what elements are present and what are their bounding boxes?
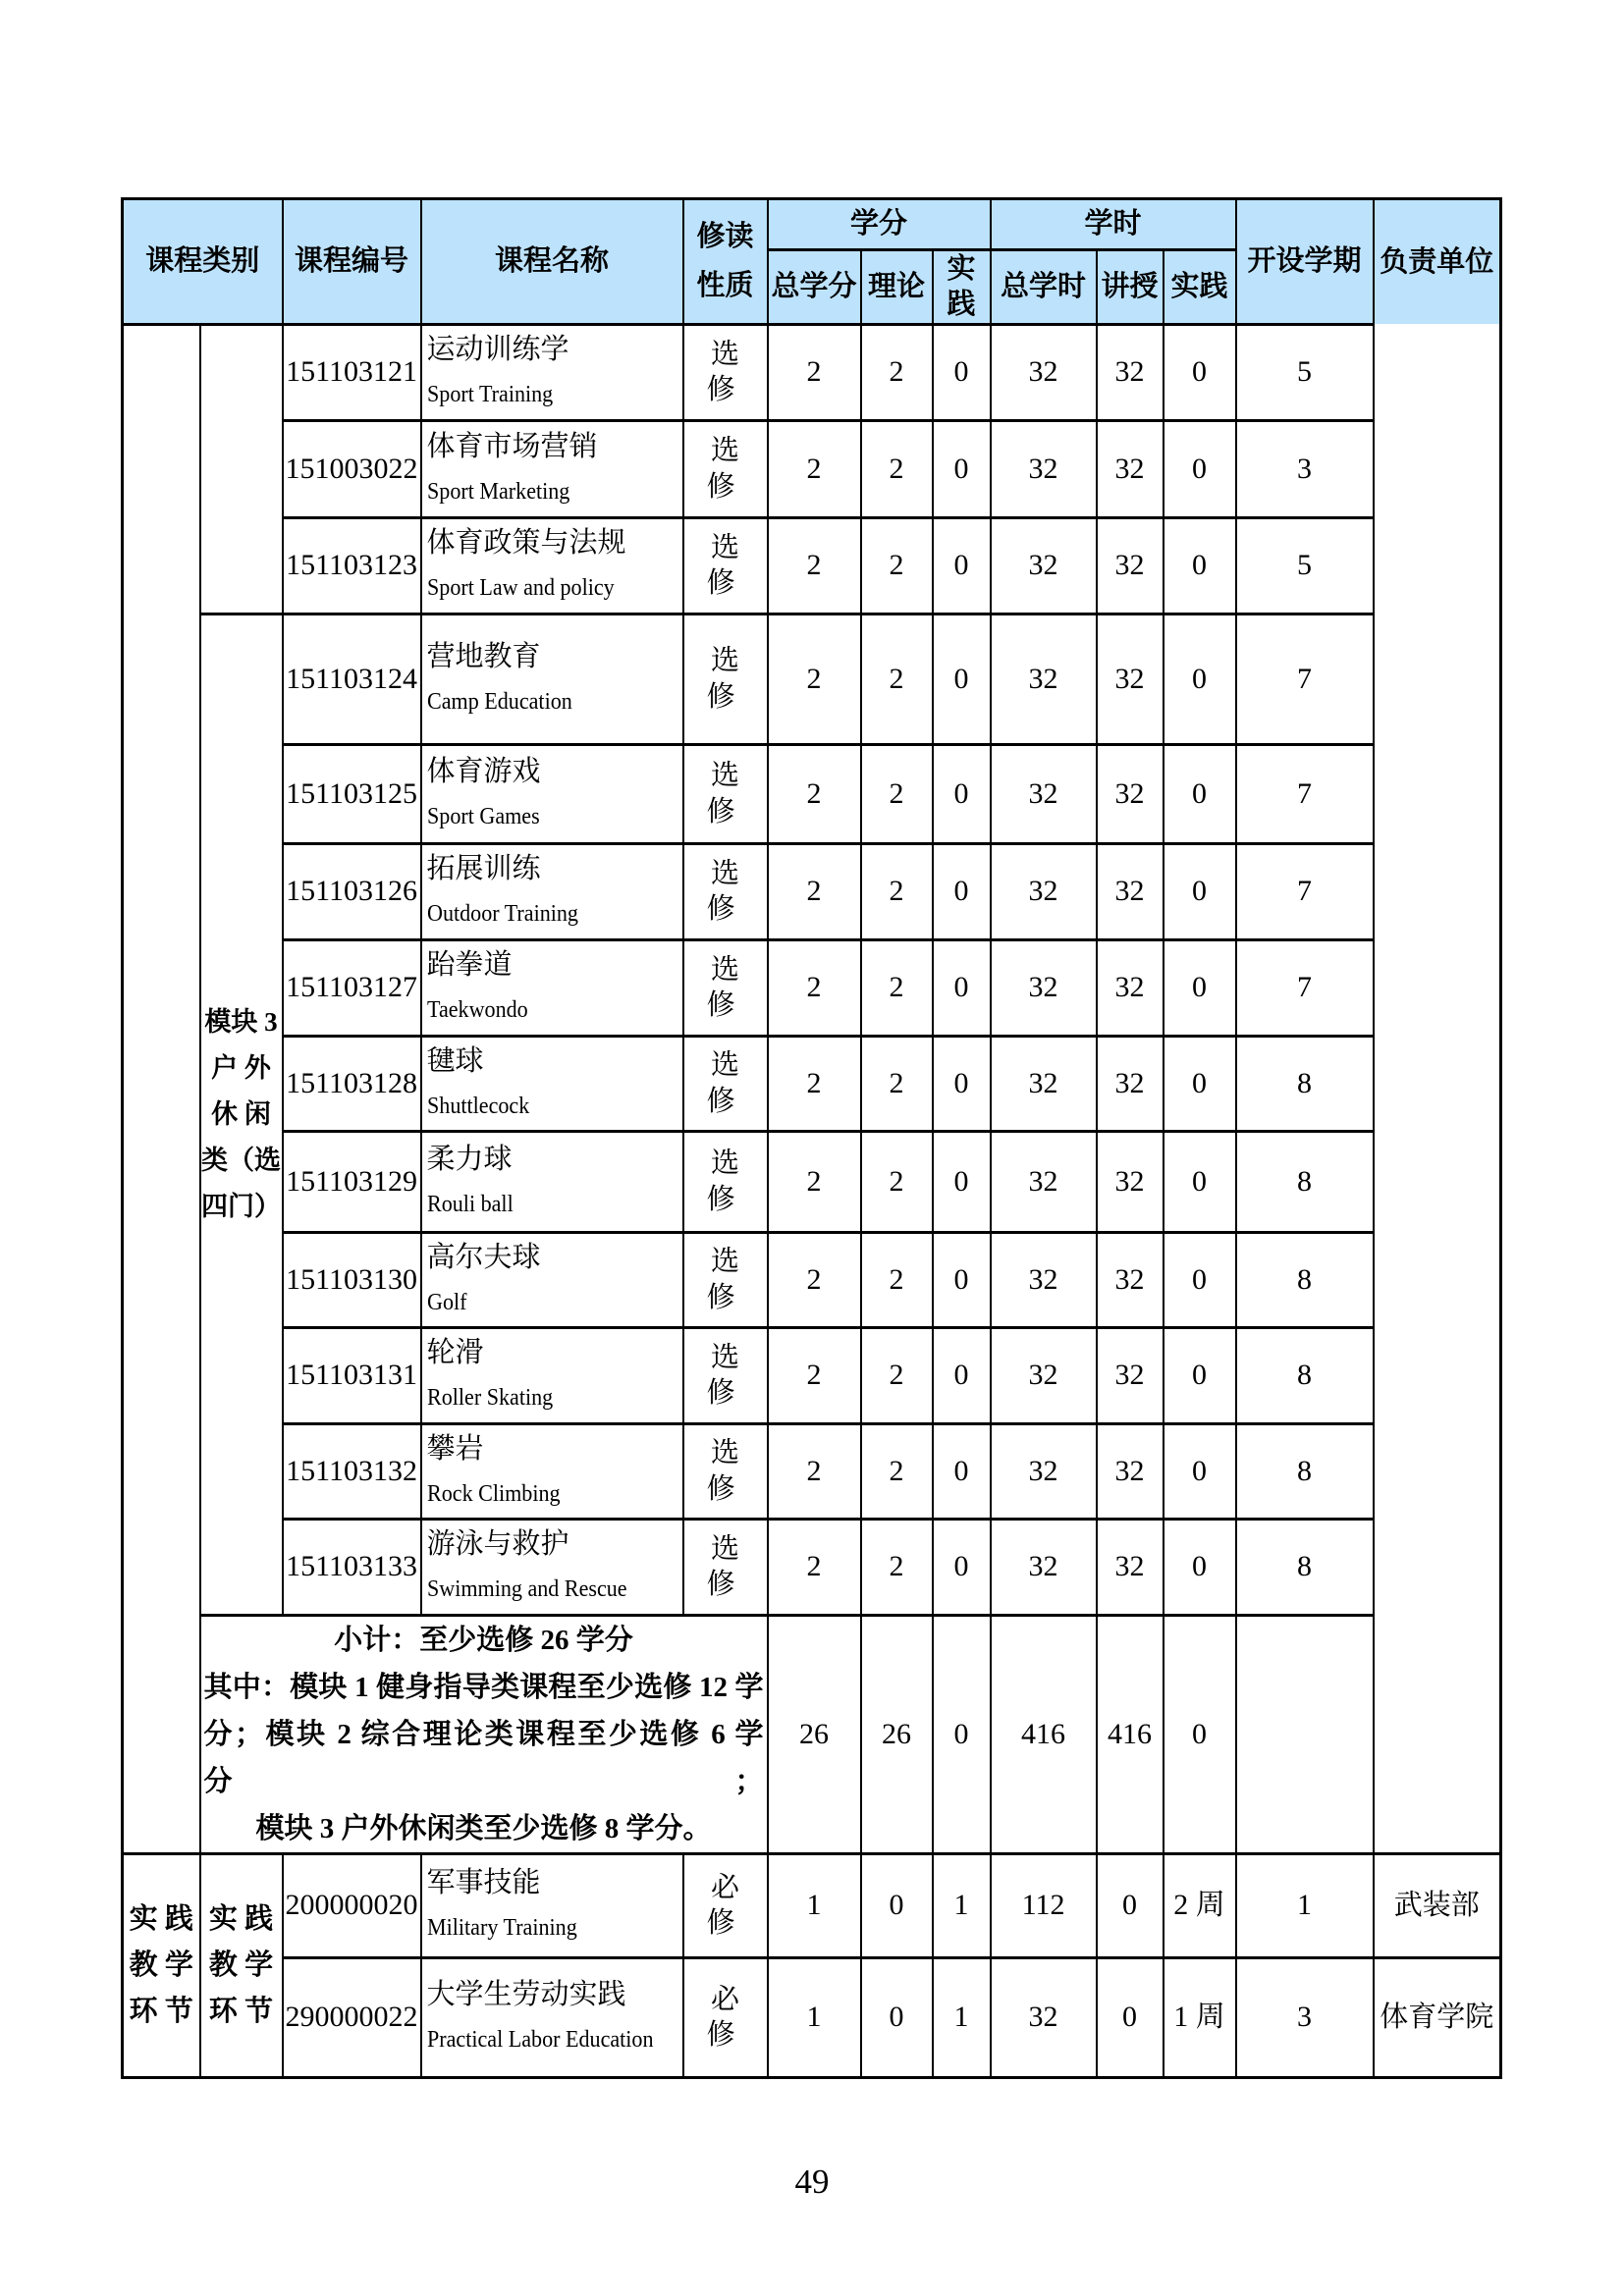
hours-lecture: 32 <box>1097 517 1164 614</box>
credits-practice: 0 <box>933 1036 991 1131</box>
hours-practice: 0 <box>1164 1327 1236 1423</box>
practice-section-outer-label-cell <box>123 1853 200 2077</box>
course-name-en: Swimming and Rescue <box>426 1576 627 1602</box>
course-name-en: Taekwondo <box>426 997 528 1023</box>
course-name-en: Sport Law and policy <box>426 575 615 601</box>
hours-lecture: 32 <box>1097 843 1164 939</box>
course-nature: 必修 <box>683 1957 768 2077</box>
subtotal-hours-total: 416 <box>991 1615 1097 1853</box>
hours-total: 32 <box>991 420 1097 517</box>
course-name <box>421 614 683 744</box>
subtotal-cell <box>200 1615 768 1853</box>
course-name <box>421 1423 683 1519</box>
course-code: 151003022 <box>283 420 421 517</box>
module3-line: 模块 3 <box>204 1006 278 1037</box>
subtotal-credits-total: 26 <box>768 1615 861 1853</box>
subtotal-hours-lecture: 416 <box>1097 1615 1164 1853</box>
hours-practice: 0 <box>1164 1131 1236 1232</box>
header-category-cell: 课程类别 <box>123 199 283 325</box>
hours-lecture: 32 <box>1097 324 1164 420</box>
hours-lecture: 32 <box>1097 1232 1164 1327</box>
semester: 5 <box>1236 324 1374 420</box>
course-name <box>421 324 683 420</box>
header-credits-group-cell: 学分 <box>768 199 991 250</box>
course-code: 200000020 <box>283 1853 421 1957</box>
semester: 7 <box>1236 614 1374 744</box>
header-semester-cell: 开设学期 <box>1236 199 1374 325</box>
header-nature-line2: 性质 <box>696 270 754 302</box>
hours-lecture: 32 <box>1097 1423 1164 1519</box>
subtotal-credits-practice: 0 <box>933 1615 991 1853</box>
hours-total: 32 <box>991 1232 1097 1327</box>
hours-practice: 0 <box>1164 843 1236 939</box>
credits-theory: 2 <box>861 843 933 939</box>
header-name-cell: 课程名称 <box>421 199 683 325</box>
credits-total: 2 <box>768 1423 861 1519</box>
header-hours-group-cell: 学时 <box>991 199 1236 250</box>
semester: 7 <box>1236 939 1374 1036</box>
credits-practice: 0 <box>933 1423 991 1519</box>
semester: 8 <box>1236 1131 1374 1232</box>
header-unit-cell: 负责单位 <box>1374 199 1501 325</box>
semester: 5 <box>1236 517 1374 614</box>
module3-line: 类（选 <box>201 1145 281 1175</box>
hours-lecture: 0 <box>1097 1957 1164 2077</box>
hours-practice: 0 <box>1164 1519 1236 1615</box>
hours-practice: 0 <box>1164 420 1236 517</box>
hours-lecture: 32 <box>1097 1327 1164 1423</box>
course-nature: 选修 <box>683 1131 768 1232</box>
course-code: 151103126 <box>283 843 421 939</box>
course-nature: 选修 <box>683 939 768 1036</box>
credits-theory: 2 <box>861 1327 933 1423</box>
category-inner-empty-cell <box>200 324 283 614</box>
credits-theory: 2 <box>861 1131 933 1232</box>
hours-practice: 0 <box>1164 744 1236 843</box>
header-nature-cell <box>683 199 768 325</box>
subtotal-credits-theory: 26 <box>861 1615 933 1853</box>
credits-theory: 2 <box>861 1036 933 1131</box>
course-name-zh: 体育市场营销 <box>426 430 598 462</box>
credits-total: 2 <box>768 614 861 744</box>
course-nature: 选修 <box>683 1327 768 1423</box>
practice-label-line: 实 践 <box>129 1902 193 1935</box>
course-name <box>421 1957 683 2077</box>
credits-practice: 1 <box>933 1957 991 2077</box>
credits-practice: 1 <box>933 1853 991 1957</box>
subtotal-line: 分；模块 2 综合理论类课程至少选修 6 学分； <box>203 1718 764 1797</box>
hours-lecture: 32 <box>1097 939 1164 1036</box>
credits-theory: 2 <box>861 420 933 517</box>
course-name-en: Sport Games <box>426 803 540 829</box>
page-number: 49 <box>794 2163 830 2201</box>
credits-theory: 2 <box>861 324 933 420</box>
semester: 8 <box>1236 1423 1374 1519</box>
hours-practice: 1 周 <box>1164 1957 1236 2077</box>
curriculum-table <box>121 197 1502 2079</box>
practice-label-line: 教 学 <box>129 1949 193 1981</box>
hours-total: 32 <box>991 1131 1097 1232</box>
course-name-en: Roller Skating <box>426 1385 553 1411</box>
course-name <box>421 843 683 939</box>
course-code: 151103123 <box>283 517 421 614</box>
semester: 8 <box>1236 1519 1374 1615</box>
credits-total: 2 <box>768 1519 861 1615</box>
credits-total: 1 <box>768 1957 861 2077</box>
course-name-zh: 大学生劳动实践 <box>426 1979 626 2010</box>
hours-lecture: 32 <box>1097 1519 1164 1615</box>
course-name-en: Practical Labor Education <box>426 2027 654 2053</box>
course-nature: 选修 <box>683 324 768 420</box>
credits-practice: 0 <box>933 324 991 420</box>
credits-total: 2 <box>768 1036 861 1131</box>
course-code: 151103130 <box>283 1232 421 1327</box>
course-nature: 选修 <box>683 1423 768 1519</box>
semester: 8 <box>1236 1327 1374 1423</box>
course-code: 290000022 <box>283 1957 421 2077</box>
credits-total: 2 <box>768 843 861 939</box>
credits-total: 2 <box>768 1131 861 1232</box>
hours-lecture: 32 <box>1097 614 1164 744</box>
course-name <box>421 744 683 843</box>
course-name <box>421 517 683 614</box>
hours-lecture: 32 <box>1097 744 1164 843</box>
credits-theory: 2 <box>861 939 933 1036</box>
course-code: 151103121 <box>283 324 421 420</box>
course-code: 151103125 <box>283 744 421 843</box>
credits-practice: 0 <box>933 1131 991 1232</box>
hours-lecture: 32 <box>1097 1036 1164 1131</box>
course-name <box>421 1853 683 1957</box>
credits-total: 2 <box>768 744 861 843</box>
course-name <box>421 1036 683 1131</box>
practice-label-line: 教 学 <box>208 1949 274 1981</box>
header-nature-line1: 修读 <box>696 221 754 253</box>
subtotal-line: 其中：模块 1 健身指导类课程至少选修 12 学 <box>203 1671 764 1703</box>
hours-practice: 0 <box>1164 324 1236 420</box>
module3-line: 四门） <box>201 1191 281 1221</box>
course-name-zh: 体育政策与法规 <box>426 527 626 559</box>
credits-theory: 2 <box>861 1423 933 1519</box>
course-name <box>421 1131 683 1232</box>
course-name <box>421 939 683 1036</box>
course-code: 151103124 <box>283 614 421 744</box>
credits-practice: 0 <box>933 1327 991 1423</box>
header-hours-lecture-cell: 讲授 <box>1097 250 1164 325</box>
course-nature: 选修 <box>683 614 768 744</box>
hours-total: 32 <box>991 1957 1097 2077</box>
course-nature: 选修 <box>683 1519 768 1615</box>
credits-theory: 2 <box>861 517 933 614</box>
practice-label-line: 环 节 <box>129 1995 193 2027</box>
course-name-zh: 拓展训练 <box>426 853 541 884</box>
course-nature: 选修 <box>683 744 768 843</box>
course-name-en: Golf <box>426 1289 466 1315</box>
credits-theory: 0 <box>861 1853 933 1957</box>
course-nature: 选修 <box>683 517 768 614</box>
semester: 3 <box>1236 1957 1374 2077</box>
hours-lecture: 0 <box>1097 1853 1164 1957</box>
course-name-zh: 高尔夫球 <box>426 1241 541 1273</box>
course-name <box>421 1519 683 1615</box>
course-code: 151103127 <box>283 939 421 1036</box>
course-name-zh: 军事技能 <box>426 1867 541 1898</box>
course-name-en: Rouli ball <box>426 1191 514 1217</box>
course-name-zh: 轮滑 <box>426 1337 484 1368</box>
module3-label-cell <box>200 614 283 1615</box>
hours-total: 32 <box>991 843 1097 939</box>
course-name-zh: 攀岩 <box>426 1432 484 1465</box>
credits-theory: 2 <box>861 1519 933 1615</box>
course-name-en: Rock Climbing <box>426 1480 561 1507</box>
unit-cell: 武装部 <box>1374 1853 1501 1957</box>
credits-theory: 0 <box>861 1957 933 2077</box>
subtotal-line: 小计：至少选修 26 学分 <box>334 1624 633 1656</box>
credits-total: 1 <box>768 1853 861 1957</box>
header-credits-total-cell: 总学分 <box>768 250 861 325</box>
credits-total: 2 <box>768 420 861 517</box>
credits-theory: 2 <box>861 1232 933 1327</box>
hours-total: 32 <box>991 1036 1097 1131</box>
credits-practice: 0 <box>933 614 991 744</box>
semester: 1 <box>1236 1853 1374 1957</box>
subtotal-semester-empty-cell <box>1236 1615 1374 1853</box>
category-outer-empty-cell <box>123 324 200 1853</box>
course-name-en: Camp Education <box>426 688 572 715</box>
course-code: 151103129 <box>283 1131 421 1232</box>
semester: 8 <box>1236 1036 1374 1131</box>
hours-total: 32 <box>991 324 1097 420</box>
hours-practice: 0 <box>1164 1232 1236 1327</box>
course-name-en: Outdoor Training <box>426 901 578 927</box>
subtotal-line: 模块 3 户外休闲类至少选修 8 学分。 <box>255 1812 712 1844</box>
unit-cell: 体育学院 <box>1374 1957 1501 2077</box>
course-code: 151103133 <box>283 1519 421 1615</box>
course-name-en: Shuttlecock <box>426 1093 529 1119</box>
course-name-en: Sport Training <box>426 382 553 407</box>
course-name-zh: 游泳与救护 <box>426 1528 569 1560</box>
credits-total: 2 <box>768 1327 861 1423</box>
credits-theory: 2 <box>861 614 933 744</box>
credits-practice: 0 <box>933 420 991 517</box>
course-name-zh: 运动训练学 <box>426 334 569 365</box>
semester: 8 <box>1236 1232 1374 1327</box>
hours-total: 32 <box>991 1519 1097 1615</box>
module3-line: 户 外 <box>211 1052 271 1083</box>
course-nature: 必修 <box>683 1853 768 1957</box>
hours-practice: 0 <box>1164 614 1236 744</box>
credits-practice: 0 <box>933 744 991 843</box>
credits-total: 2 <box>768 324 861 420</box>
hours-practice: 0 <box>1164 1036 1236 1131</box>
semester: 7 <box>1236 843 1374 939</box>
course-code: 151103132 <box>283 1423 421 1519</box>
course-nature: 选修 <box>683 1232 768 1327</box>
course-name-en: Sport Marketing <box>426 478 569 505</box>
course-nature: 选修 <box>683 843 768 939</box>
unit-merged-empty-cell <box>1374 324 1501 1853</box>
course-name <box>421 420 683 517</box>
hours-total: 112 <box>991 1853 1097 1957</box>
practice-label-line: 环 节 <box>208 1995 274 2027</box>
header-credits-practice-cell: 实践 <box>933 250 991 325</box>
header-credits-theory-cell: 理论 <box>861 250 933 325</box>
module3-line: 休 闲 <box>211 1098 271 1129</box>
subtotal-hours-practice: 0 <box>1164 1615 1236 1853</box>
hours-practice: 0 <box>1164 1423 1236 1519</box>
hours-total: 32 <box>991 614 1097 744</box>
course-name <box>421 1327 683 1423</box>
practice-label-line: 实 践 <box>208 1902 274 1935</box>
header-hours-practice-cell: 实践 <box>1164 250 1236 325</box>
hours-total: 32 <box>991 939 1097 1036</box>
credits-practice: 0 <box>933 939 991 1036</box>
course-name-zh: 营地教育 <box>426 640 541 672</box>
hours-lecture: 32 <box>1097 420 1164 517</box>
hours-total: 32 <box>991 1423 1097 1519</box>
course-name-zh: 跆拳道 <box>426 949 513 981</box>
credits-practice: 0 <box>933 843 991 939</box>
hours-total: 32 <box>991 1327 1097 1423</box>
hours-total: 32 <box>991 517 1097 614</box>
hours-practice: 2 周 <box>1164 1853 1236 1957</box>
semester: 3 <box>1236 420 1374 517</box>
credits-total: 2 <box>768 1232 861 1327</box>
practice-section-inner-label-cell <box>200 1853 283 2077</box>
semester: 7 <box>1236 744 1374 843</box>
course-name-zh: 柔力球 <box>426 1143 513 1175</box>
course-name-zh: 毽球 <box>426 1044 484 1077</box>
hours-practice: 0 <box>1164 939 1236 1036</box>
credits-theory: 2 <box>861 744 933 843</box>
course-code: 151103128 <box>283 1036 421 1131</box>
course-code: 151103131 <box>283 1327 421 1423</box>
course-nature: 选修 <box>683 1036 768 1131</box>
course-name <box>421 1232 683 1327</box>
credits-total: 2 <box>768 939 861 1036</box>
hours-practice: 0 <box>1164 517 1236 614</box>
hours-lecture: 32 <box>1097 1131 1164 1232</box>
header-hours-total-cell: 总学时 <box>991 250 1097 325</box>
credits-total: 2 <box>768 517 861 614</box>
course-name-en: Military Training <box>426 1915 577 1941</box>
header-code-cell: 课程编号 <box>283 199 421 325</box>
credits-practice: 0 <box>933 1519 991 1615</box>
hours-total: 32 <box>991 744 1097 843</box>
credits-practice: 0 <box>933 1232 991 1327</box>
course-nature: 选修 <box>683 420 768 517</box>
credits-practice: 0 <box>933 517 991 614</box>
course-name-zh: 体育游戏 <box>426 755 541 787</box>
